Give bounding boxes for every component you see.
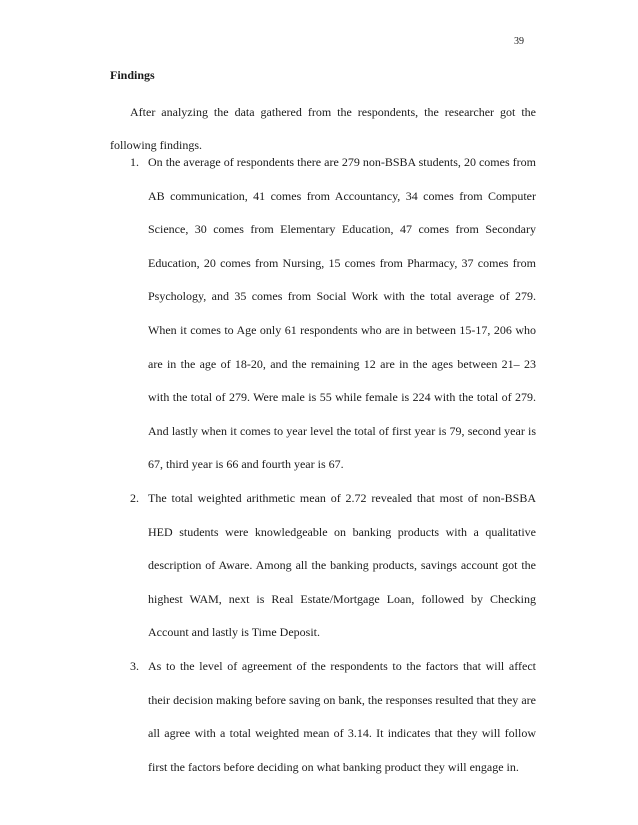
finding-text: On the average of respondents there are 279 non-BSBA students, 20 comes from AB communication, 41 comes from Accountancy, 34 comes from Computer Science, 30 comes from Elementary Education, 47 comes from Secondary Education, 20 comes from Nursing, 15 comes from Pharmacy, 37 comes from Psychology, and 35 comes from Social Work with the total average of 279. When it comes to Age only 61 respondents who are in between 15-17, 206 who are in the age of 18-20, and the remaining 12 are in the ages between 21– 23 with the total of 279. Were male is 55 while female is 224 with the total of 279. And lastly when it comes to year level the total of first year is 79, second year is 67, third year is 66 and fourth year is 67. [148,155,536,472]
finding-text: As to the level of agreement of the respondents to the factors that will affect their decision making before saving on bank, the responses resulted that they are all agree with a total weighted mean of 3.14. It indicates that they will follow first the factors before deciding on what banking product they will engage in. [148,658,536,774]
section-heading: Findings [110,68,155,82]
finding-item-1 [110,146,536,482]
finding-text: The total weighted arithmetic mean of 2.72 revealed that most of non-BSBA HED students were knowledgeable on banking products with a qualitative description of Aware. Among all the banking products, savings account got the highest WAM, next is Real Estate/Mortgage Loan, followed by Checking Account and lastly is Time Deposit. [148,490,536,640]
finding-item-2 [110,482,536,650]
finding-number: 1. [130,155,139,169]
finding-item-3 [110,650,536,784]
findings-list [110,146,536,784]
page-number: 39 [514,36,524,47]
finding-number: 3. [130,658,139,673]
intro-paragraph: After analyzing the data gathered from the respondents, the researcher got the following findings. [110,105,536,152]
finding-number: 2. [130,490,139,505]
